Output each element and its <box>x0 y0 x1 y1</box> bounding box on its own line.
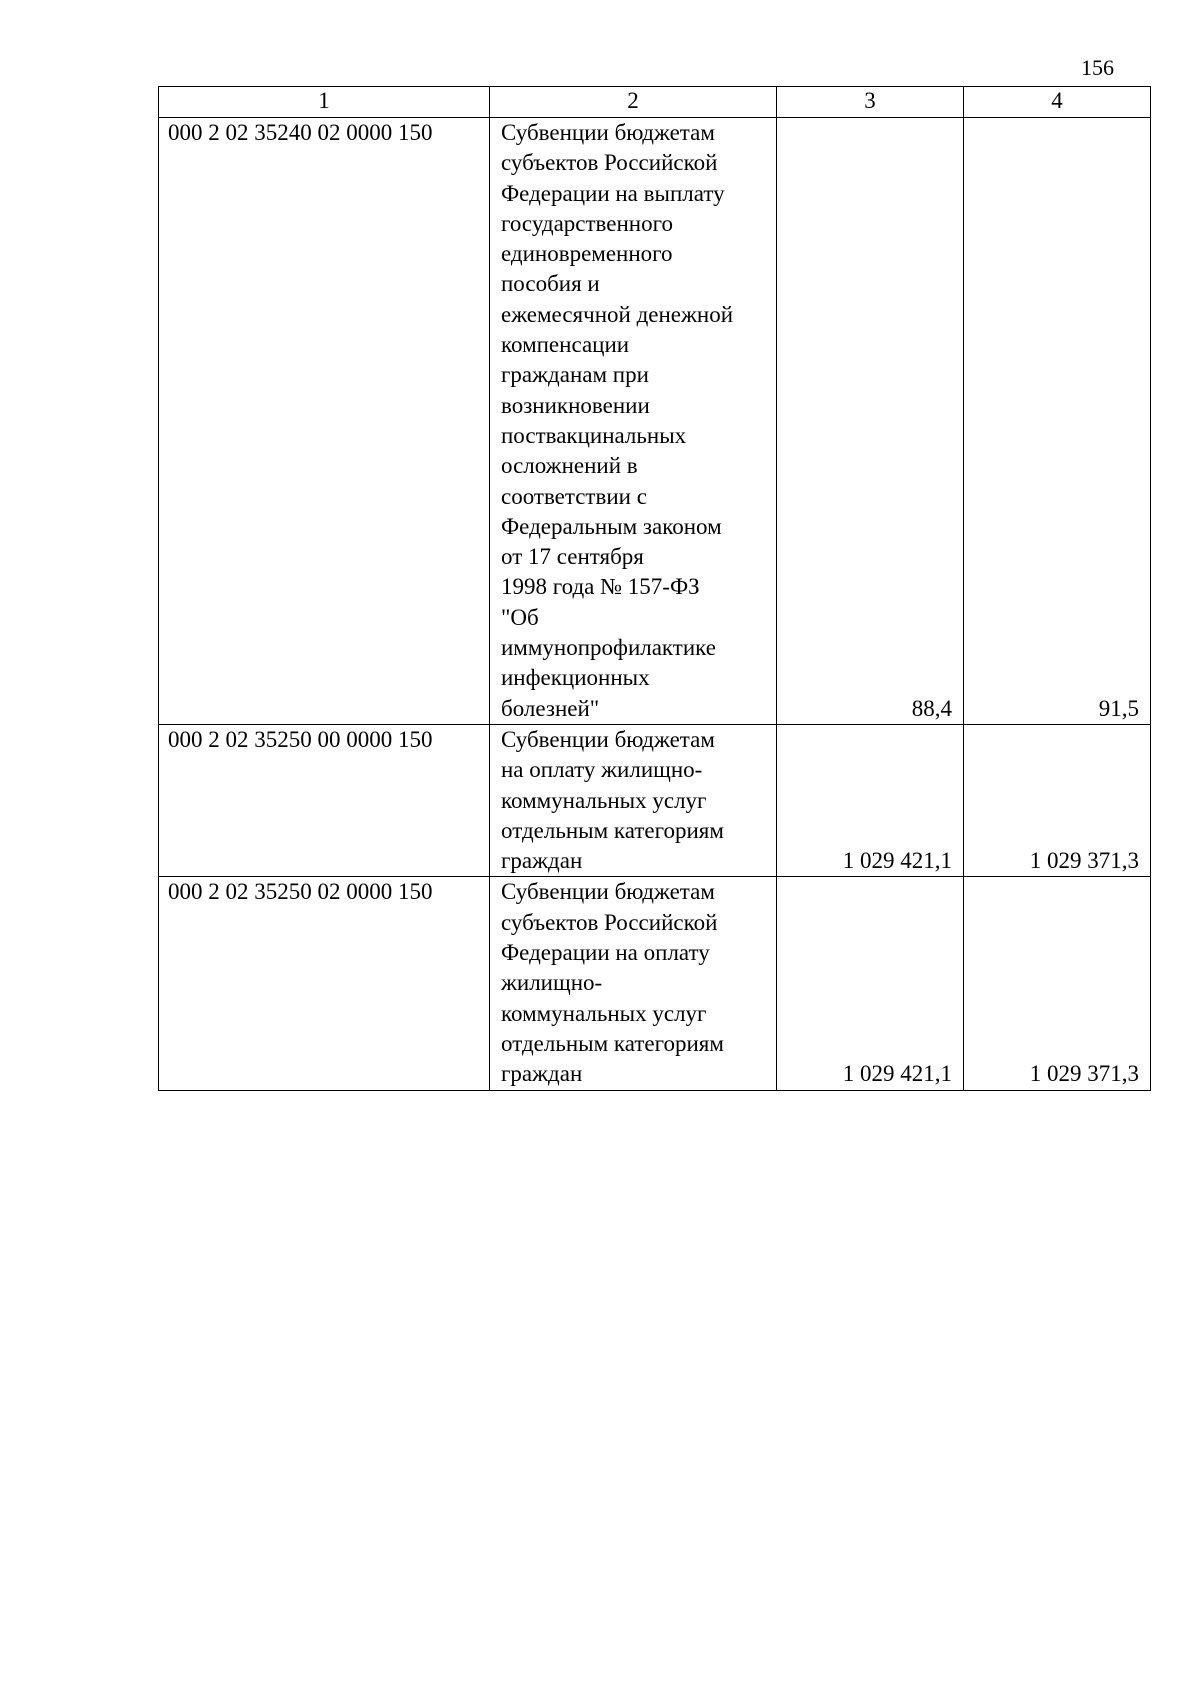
table-header <box>159 87 1151 118</box>
revenue-name-line: осложнений в <box>501 453 638 479</box>
amount-col-3-cell: 88,4 <box>777 118 964 725</box>
revenue-name-line: "Об <box>501 604 539 630</box>
revenue-name-cell <box>490 118 777 725</box>
table-body <box>159 118 1151 1091</box>
header-col-2: 2 <box>490 87 777 118</box>
revenue-name-line: от 17 сентября <box>501 544 644 570</box>
header-col-4: 4 <box>964 87 1151 118</box>
amount-col-3-cell: 1 029 421,1 <box>777 877 964 1090</box>
revenue-name-line: Федеральным законом <box>501 513 722 539</box>
revenue-name-line: Субвенции бюджетам <box>501 120 715 145</box>
revenue-name-line: гражданам при <box>501 362 649 388</box>
budget-table <box>158 86 1151 1091</box>
revenue-name-line: жилищно- <box>501 970 603 996</box>
revenue-name-line: соответствии с <box>501 483 647 509</box>
revenue-name-line: единовременного <box>501 241 673 267</box>
revenue-name-line: коммунальных услуг <box>501 787 707 813</box>
revenue-name-line: ежемесячной денежной <box>501 301 733 327</box>
revenue-name-line: поствакцинальных <box>501 422 687 448</box>
revenue-name-line: государственного <box>501 210 673 236</box>
header-row <box>159 87 1151 118</box>
revenue-name-line: субъектов Российской <box>501 909 718 935</box>
revenue-name-line: субъектов Российской <box>501 150 718 176</box>
revenue-name-cell <box>490 877 777 1090</box>
amount-col-3-cell: 1 029 421,1 <box>777 724 964 876</box>
revenue-name-line: пособия и <box>501 271 600 297</box>
amount-col-4-cell: 91,5 <box>964 118 1151 725</box>
revenue-name-line: отдельным категориям <box>501 817 724 843</box>
amount-col-4-cell: 1 029 371,3 <box>964 877 1151 1090</box>
revenue-name-line: 1998 года № 157-ФЗ <box>501 574 700 600</box>
budget-code-cell: 000 2 02 35250 00 0000 150 <box>159 724 490 876</box>
revenue-name-line: отдельным категориям <box>501 1030 724 1056</box>
table-row <box>159 877 1151 1090</box>
revenue-name-line: граждан <box>501 848 583 874</box>
revenue-name-line: компенсации <box>501 332 630 358</box>
amount-col-4-cell: 1 029 371,3 <box>964 724 1151 876</box>
page-number: 156 <box>1081 55 1114 80</box>
revenue-name-line: граждан <box>501 1061 583 1087</box>
revenue-name-line: иммунопрофилактике <box>501 635 716 661</box>
revenue-name-line: Федерации на выплату <box>501 180 725 206</box>
revenue-name-line: болезней" <box>501 695 600 721</box>
revenue-name-line: коммунальных услуг <box>501 1000 707 1026</box>
revenue-name-line: Федерации на оплату <box>501 940 710 966</box>
header-col-1: 1 <box>159 87 490 118</box>
revenue-name-line: инфекционных <box>501 665 650 691</box>
header-col-3: 3 <box>777 87 964 118</box>
table-row <box>159 724 1151 876</box>
revenue-name-line: Субвенции бюджетам <box>501 879 715 905</box>
budget-code-cell: 000 2 02 35240 02 0000 150 <box>159 118 490 725</box>
budget-code-cell: 000 2 02 35250 02 0000 150 <box>159 877 490 1090</box>
revenue-name-line: на оплату жилищно- <box>501 757 703 783</box>
revenue-name-cell <box>490 724 777 876</box>
revenue-name-line: Субвенции бюджетам <box>501 726 715 752</box>
table-row <box>159 118 1151 725</box>
revenue-name-line: возникновении <box>501 392 650 418</box>
